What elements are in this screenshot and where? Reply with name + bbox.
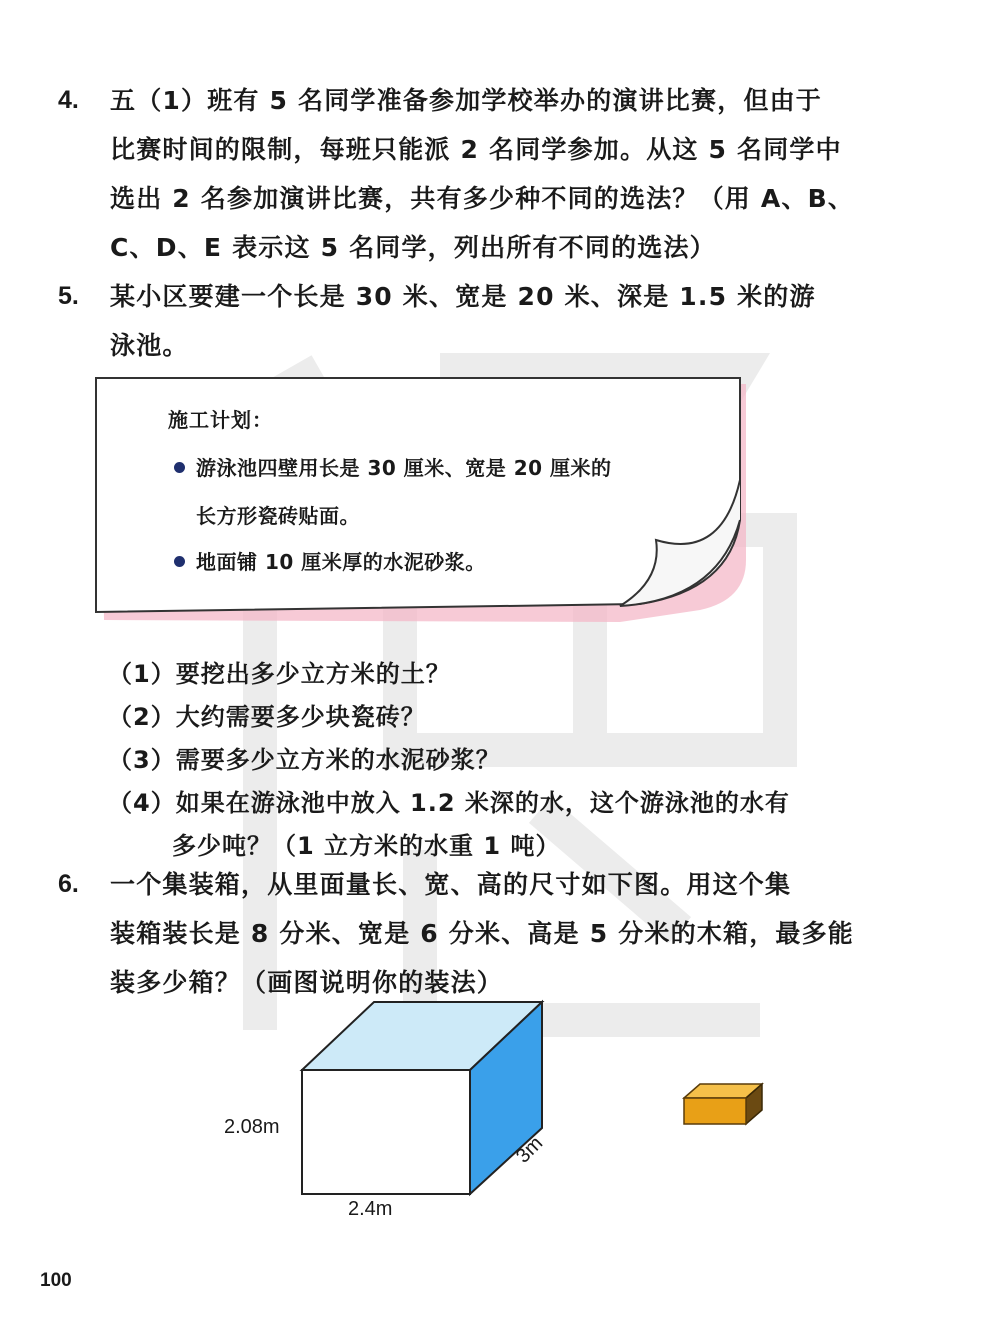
crate-front-face: [684, 1098, 746, 1124]
width-label: 3m: [512, 1132, 548, 1168]
problem-text-line: 泳池。: [110, 331, 189, 360]
problem-text-line: 选出 2 名参加演讲比赛，共有多少种不同的选法？（用 A、B、: [110, 184, 855, 213]
problem-text-line: 装多少箱？（画图说明你的装法）: [110, 968, 504, 997]
plan-item: 地面铺 10 厘米厚的水泥砂浆。: [196, 550, 486, 574]
plan-item: 游泳池四壁用长是 30 厘米、宽是 20 厘米的: [196, 456, 612, 480]
sub-question: （2）大约需要多少块瓷砖？: [108, 703, 426, 731]
plan-title: 施工计划：: [168, 408, 273, 432]
sub-question: （1）要挖出多少立方米的土？: [108, 660, 451, 688]
problem-text-line: 五（1）班有 5 名同学准备参加学校举办的演讲比赛，但由于: [110, 86, 822, 115]
problem-text-line: 比赛时间的限制，每班只能派 2 名同学参加。从这 5 名同学中: [110, 135, 842, 164]
problem-text-line: 一个集装箱，从里面量长、宽、高的尺寸如下图。用这个集: [110, 870, 792, 899]
plan-item: 长方形瓷砖贴面。: [196, 504, 360, 528]
length-label: 2.4m: [348, 1198, 393, 1220]
sub-question: （4）如果在游泳池中放入 1.2 米深的水，这个游泳池的水有: [108, 789, 790, 817]
problem-number: 5.: [58, 282, 79, 310]
box-front-face: [302, 1070, 470, 1194]
problem-text-line: C、D、E 表示这 5 名同学，列出所有不同的选法）: [110, 233, 716, 262]
sub-question: （3）需要多少立方米的水泥砂浆？: [108, 746, 501, 774]
height-label: 2.08m: [224, 1116, 280, 1138]
problem-text-line: 装箱装长是 8 分米、宽是 6 分米、高是 5 分米的木箱，最多能: [110, 919, 855, 948]
page-number: 100: [40, 1270, 72, 1291]
problem-number: 6.: [58, 870, 79, 898]
sub-question: 多少吨？（1 立方米的水重 1 吨）: [172, 832, 561, 860]
problem-number: 4.: [58, 86, 79, 114]
problem-text-line: 某小区要建一个长是 30 米、宽是 20 米、深是 1.5 米的游: [110, 282, 816, 311]
